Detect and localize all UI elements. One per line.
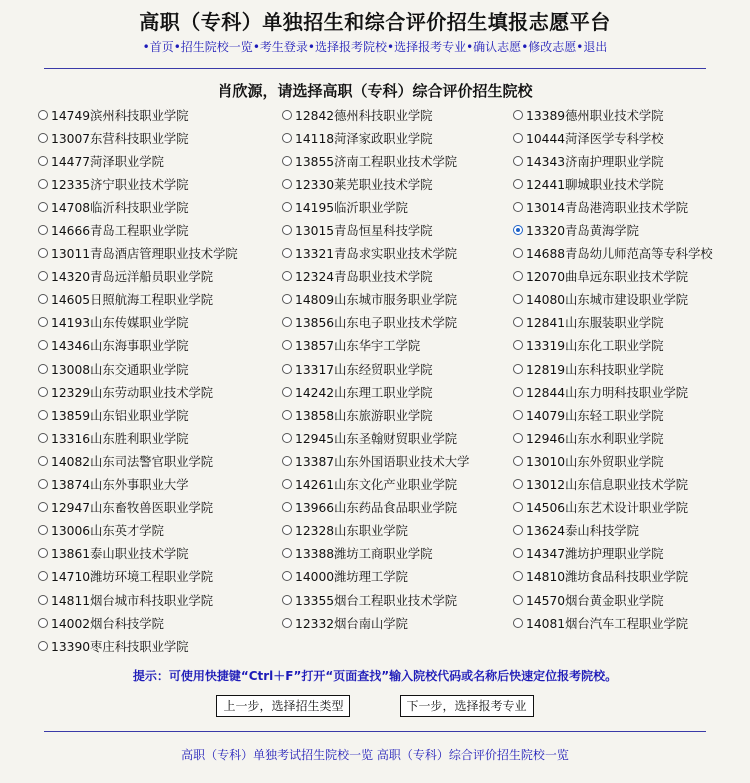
school-radio[interactable]	[282, 479, 292, 489]
school-option[interactable]	[513, 242, 738, 265]
school-label: 13389德州职业技术学院	[526, 108, 664, 123]
school-label: 14261山东文化产业职业学院	[295, 478, 458, 493]
school-option[interactable]	[38, 473, 282, 496]
footer-links	[0, 746, 750, 764]
school-radio[interactable]	[282, 410, 292, 420]
school-option[interactable]	[38, 195, 282, 218]
school-radio[interactable]	[38, 202, 48, 212]
school-label: 14000潍坊理工学院	[295, 570, 408, 585]
school-radio[interactable]	[282, 502, 292, 512]
school-radio[interactable]	[513, 133, 523, 143]
school-label: 13387山东外国语职业技术大学	[295, 454, 470, 469]
school-label: 13010山东外贸职业学院	[526, 454, 664, 469]
school-radio[interactable]	[282, 110, 292, 120]
school-radio[interactable]	[38, 525, 48, 535]
school-option[interactable]	[513, 149, 738, 172]
school-label: 12842德州科技职业学院	[295, 108, 433, 123]
school-label: 14809山东城市服务职业学院	[295, 293, 458, 308]
school-radio[interactable]	[513, 479, 523, 489]
school-label: 14193山东传媒职业学院	[51, 316, 189, 331]
school-option[interactable]	[513, 265, 738, 288]
nav-link[interactable]: 修改志愿	[528, 40, 577, 54]
school-label: 13317山东经贸职业学院	[295, 362, 433, 377]
school-option[interactable]	[38, 519, 282, 542]
footer-link-single-exam[interactable]: 高职（专科）单独考试招生院校一览	[181, 748, 374, 763]
nav-link[interactable]: 退出	[583, 40, 608, 54]
school-label: 14002烟台科技学院	[51, 616, 164, 631]
school-option[interactable]	[513, 357, 738, 380]
school-radio[interactable]	[282, 364, 292, 374]
school-radio[interactable]	[38, 271, 48, 281]
school-radio[interactable]	[282, 133, 292, 143]
school-label: 13855济南工程职业技术学院	[295, 154, 458, 169]
school-option[interactable]	[38, 149, 282, 172]
school-label: 13390枣庄科技职业学院	[51, 639, 189, 654]
school-radio[interactable]	[513, 387, 523, 397]
school-option[interactable]	[282, 519, 513, 542]
school-radio[interactable]	[38, 595, 48, 605]
school-label: 12841山东服装职业学院	[526, 316, 664, 331]
school-radio-list	[38, 103, 738, 657]
school-radio[interactable]	[38, 548, 48, 558]
school-label: 14810潍坊食品科技职业学院	[526, 570, 689, 585]
school-label: 10444菏泽医学专科学校	[526, 131, 664, 146]
school-radio[interactable]	[38, 179, 48, 189]
school-option[interactable]	[282, 542, 513, 565]
school-option[interactable]	[282, 357, 513, 380]
school-radio[interactable]	[513, 110, 523, 120]
school-label: 14710潍坊环境工程职业学院	[51, 570, 214, 585]
step-buttons	[0, 695, 750, 717]
school-radio[interactable]	[513, 156, 523, 166]
school-option[interactable]	[38, 218, 282, 241]
school-radio[interactable]	[513, 410, 523, 420]
school-option[interactable]	[282, 218, 513, 241]
school-option[interactable]	[282, 288, 513, 311]
school-radio[interactable]	[38, 340, 48, 350]
school-option[interactable]	[513, 172, 738, 195]
school-radio[interactable]	[513, 364, 523, 374]
school-option[interactable]	[282, 242, 513, 265]
school-radio[interactable]	[282, 294, 292, 304]
school-label: 14605日照航海工程职业学院	[51, 293, 214, 308]
school-option[interactable]	[513, 449, 738, 472]
school-label: 12332烟台南山学院	[295, 616, 408, 631]
school-label: 14506山东艺术设计职业学院	[526, 501, 689, 516]
school-label: 14708临沂科技职业学院	[51, 200, 189, 215]
school-option[interactable]	[282, 334, 513, 357]
school-radio[interactable]	[513, 294, 523, 304]
school-label: 14320青岛远洋船员职业学院	[51, 270, 214, 285]
school-radio[interactable]	[513, 618, 523, 628]
nav-bullet-icon: •	[576, 40, 584, 54]
school-label: 12335济宁职业技术学院	[51, 177, 189, 192]
school-radio[interactable]	[513, 571, 523, 581]
school-option[interactable]	[38, 103, 282, 126]
school-label: 12329山东劳动职业技术学院	[51, 385, 214, 400]
school-option[interactable]	[513, 403, 738, 426]
school-label: 12819山东科技职业学院	[526, 362, 664, 377]
footer-link-comprehensive[interactable]: 高职（专科）综合评价招生院校一览	[376, 748, 569, 763]
header-divider	[44, 68, 706, 69]
school-label: 14195临沂职业学院	[295, 200, 408, 215]
next-step-button[interactable]: 下一步，选择报考专业	[400, 695, 534, 717]
school-radio[interactable]	[282, 179, 292, 189]
school-option[interactable]	[282, 588, 513, 611]
school-option[interactable]	[282, 380, 513, 403]
school-label: 14081烟台汽车工程职业学院	[526, 616, 689, 631]
school-option[interactable]	[38, 357, 282, 380]
school-option[interactable]	[282, 565, 513, 588]
nav-link[interactable]: 选择报考院校	[314, 40, 387, 54]
school-label: 14080山东城市建设职业学院	[526, 293, 689, 308]
footer-divider	[44, 731, 706, 732]
school-option[interactable]	[513, 334, 738, 357]
school-option[interactable]	[282, 311, 513, 334]
school-radio[interactable]	[513, 202, 523, 212]
school-option[interactable]	[38, 288, 282, 311]
school-label: 13859山东铝业职业学院	[51, 408, 189, 423]
school-label: 13856山东电子职业技术学院	[295, 316, 458, 331]
school-option[interactable]	[38, 496, 282, 519]
school-option[interactable]	[282, 172, 513, 195]
school-label: 12946山东水利职业学院	[526, 431, 664, 446]
school-label: 13388潍坊工商职业学院	[295, 547, 433, 562]
school-label: 12324青岛职业技术学院	[295, 270, 433, 285]
school-label: 14082山东司法警官职业学院	[51, 454, 214, 469]
school-radio[interactable]	[282, 387, 292, 397]
school-label: 13006山东英才学院	[51, 524, 164, 539]
school-option[interactable]	[38, 542, 282, 565]
school-label: 13320青岛黄海学院	[526, 224, 639, 239]
page-subtitle: 肖欣源，请选择高职（专科）综合评价招生院校	[217, 82, 533, 100]
school-radio[interactable]	[38, 225, 48, 235]
school-radio[interactable]	[38, 156, 48, 166]
school-option[interactable]	[282, 473, 513, 496]
school-label: 12441聊城职业技术学院	[526, 177, 664, 192]
school-radio[interactable]	[282, 225, 292, 235]
school-option[interactable]	[513, 565, 738, 588]
school-label: 14811烟台城市科技职业学院	[51, 593, 214, 608]
nav-bullet-icon: •	[252, 40, 260, 54]
school-option[interactable]	[282, 265, 513, 288]
school-label: 13319山东化工职业学院	[526, 339, 664, 354]
school-option[interactable]	[38, 634, 282, 657]
school-option[interactable]	[38, 588, 282, 611]
nav-link[interactable]: 招生院校一览	[180, 40, 253, 54]
school-label: 12844山东力明科技职业学院	[526, 385, 689, 400]
school-option[interactable]	[38, 611, 282, 634]
school-radio[interactable]	[513, 317, 523, 327]
school-radio[interactable]	[513, 248, 523, 258]
nav-link[interactable]: 选择报考专业	[394, 40, 467, 54]
school-option[interactable]	[38, 426, 282, 449]
school-radio[interactable]	[38, 502, 48, 512]
school-label: 13874山东外事职业大学	[51, 478, 189, 493]
prev-step-button[interactable]: 上一步，选择招生类型	[216, 695, 350, 717]
school-option[interactable]	[282, 403, 513, 426]
school-radio[interactable]	[282, 525, 292, 535]
school-radio[interactable]	[282, 317, 292, 327]
school-label: 13966山东药品食品职业学院	[295, 501, 458, 516]
school-radio[interactable]	[282, 202, 292, 212]
nav-bullet-icon: •	[307, 40, 315, 54]
school-label: 14477菏泽职业学院	[51, 154, 164, 169]
school-label: 14666青岛工程职业学院	[51, 224, 189, 239]
school-label: 12328山东职业学院	[295, 524, 408, 539]
school-radio[interactable]	[38, 479, 48, 489]
school-label: 14688青岛幼儿师范高等专科学校	[526, 247, 713, 262]
school-option[interactable]	[513, 473, 738, 496]
school-label: 13858山东旅游职业学院	[295, 408, 433, 423]
school-option[interactable]	[282, 126, 513, 149]
school-option[interactable]	[282, 449, 513, 472]
school-label: 14347潍坊护理职业学院	[526, 547, 664, 562]
school-label: 13861泰山职业技术学院	[51, 547, 189, 562]
school-radio[interactable]	[513, 595, 523, 605]
school-label: 13008山东交通职业学院	[51, 362, 189, 377]
school-option[interactable]	[282, 426, 513, 449]
school-radio[interactable]	[513, 502, 523, 512]
nav-bullet-icon: •	[521, 40, 529, 54]
school-label: 14570烟台黄金职业学院	[526, 593, 664, 608]
school-option[interactable]	[513, 195, 738, 218]
school-option[interactable]	[513, 103, 738, 126]
school-label: 13321青岛求实职业技术学院	[295, 247, 458, 262]
school-option[interactable]	[513, 496, 738, 519]
school-label: 13012山东信息职业技术学院	[526, 478, 689, 493]
school-radio[interactable]	[38, 618, 48, 628]
school-label: 12070曲阜远东职业技术学院	[526, 270, 689, 285]
school-label: 13316山东胜利职业学院	[51, 431, 189, 446]
school-radio[interactable]	[38, 110, 48, 120]
school-radio[interactable]	[38, 641, 48, 651]
school-label: 12947山东畜牧兽医职业学院	[51, 501, 214, 516]
school-label: 12330莱芜职业技术学院	[295, 177, 433, 192]
school-label: 13355烟台工程职业技术学院	[295, 593, 458, 608]
nav-bullet-icon: •	[387, 40, 395, 54]
school-option[interactable]	[282, 103, 513, 126]
school-radio[interactable]	[38, 433, 48, 443]
school-option[interactable]	[282, 611, 513, 634]
school-option[interactable]	[38, 265, 282, 288]
school-option[interactable]	[38, 380, 282, 403]
school-option[interactable]	[513, 126, 738, 149]
school-label: 14749滨州科技职业学院	[51, 108, 189, 123]
school-option[interactable]	[513, 218, 738, 241]
school-option[interactable]	[513, 426, 738, 449]
school-radio[interactable]	[38, 248, 48, 258]
school-option[interactable]	[513, 380, 738, 403]
school-radio[interactable]	[282, 618, 292, 628]
school-radio[interactable]	[282, 248, 292, 258]
school-label: 14346山东海事职业学院	[51, 339, 189, 354]
school-label: 14079山东轻工职业学院	[526, 408, 664, 423]
school-radio[interactable]	[513, 525, 523, 535]
school-radio[interactable]	[282, 156, 292, 166]
school-radio[interactable]	[513, 456, 523, 466]
school-radio[interactable]	[513, 548, 523, 558]
school-radio[interactable]	[38, 410, 48, 420]
school-option[interactable]	[513, 288, 738, 311]
top-nav	[0, 39, 750, 55]
school-label: 14118菏泽家政职业学院	[295, 131, 433, 146]
school-radio[interactable]	[513, 340, 523, 350]
school-option[interactable]	[38, 311, 282, 334]
school-radio[interactable]	[38, 294, 48, 304]
school-option[interactable]	[282, 195, 513, 218]
school-option[interactable]	[513, 519, 738, 542]
school-option[interactable]	[513, 588, 738, 611]
school-label: 13015青岛恒星科技学院	[295, 224, 433, 239]
shortcut-tip: 提示：可使用快捷键“Ctrl＋F”打开“页面查找”输入院校代码或名称后快速定位报考院校。	[132, 669, 618, 684]
nav-bullet-icon: •	[142, 40, 150, 54]
school-option[interactable]	[38, 126, 282, 149]
school-radio[interactable]	[513, 271, 523, 281]
school-option[interactable]	[38, 565, 282, 588]
school-option[interactable]	[513, 542, 738, 565]
nav-bullet-icon: •	[466, 40, 474, 54]
school-radio[interactable]	[282, 433, 292, 443]
school-radio[interactable]	[282, 456, 292, 466]
school-radio[interactable]	[38, 364, 48, 374]
school-option[interactable]	[38, 403, 282, 426]
school-radio[interactable]	[282, 571, 292, 581]
nav-bullet-icon: •	[173, 40, 181, 54]
school-label: 14242山东理工职业学院	[295, 385, 433, 400]
school-radio[interactable]	[282, 340, 292, 350]
school-radio[interactable]	[38, 387, 48, 397]
school-radio[interactable]	[282, 548, 292, 558]
nav-link[interactable]: 首页	[149, 40, 174, 54]
school-label: 13014青岛港湾职业技术学院	[526, 200, 689, 215]
school-radio[interactable]	[513, 433, 523, 443]
school-radio[interactable]	[38, 571, 48, 581]
nav-link[interactable]: 确认志愿	[473, 40, 522, 54]
school-radio[interactable]	[282, 595, 292, 605]
school-option[interactable]	[282, 496, 513, 519]
school-option[interactable]	[38, 242, 282, 265]
school-option[interactable]	[513, 311, 738, 334]
school-option[interactable]	[38, 334, 282, 357]
school-radio[interactable]	[38, 456, 48, 466]
page-title: 高职（专科）单独招生和综合评价招生填报志愿平台	[139, 10, 611, 34]
school-label: 14343济南护理职业学院	[526, 154, 664, 169]
school-option[interactable]	[282, 149, 513, 172]
school-option[interactable]	[513, 611, 738, 634]
school-radio[interactable]	[38, 317, 48, 327]
school-label: 13007东营科技职业学院	[51, 131, 189, 146]
school-radio[interactable]	[513, 179, 523, 189]
nav-link[interactable]: 考生登录	[259, 40, 308, 54]
school-radio[interactable]	[38, 133, 48, 143]
school-label: 13011青岛酒店管理职业技术学院	[51, 247, 238, 262]
school-option[interactable]	[38, 172, 282, 195]
school-radio[interactable]	[282, 271, 292, 281]
school-option[interactable]	[38, 449, 282, 472]
school-label: 12945山东圣翰财贸职业学院	[295, 431, 458, 446]
school-label: 13857山东华宇工学院	[295, 339, 421, 354]
school-radio[interactable]	[513, 225, 523, 235]
school-label: 13624泰山科技学院	[526, 524, 639, 539]
